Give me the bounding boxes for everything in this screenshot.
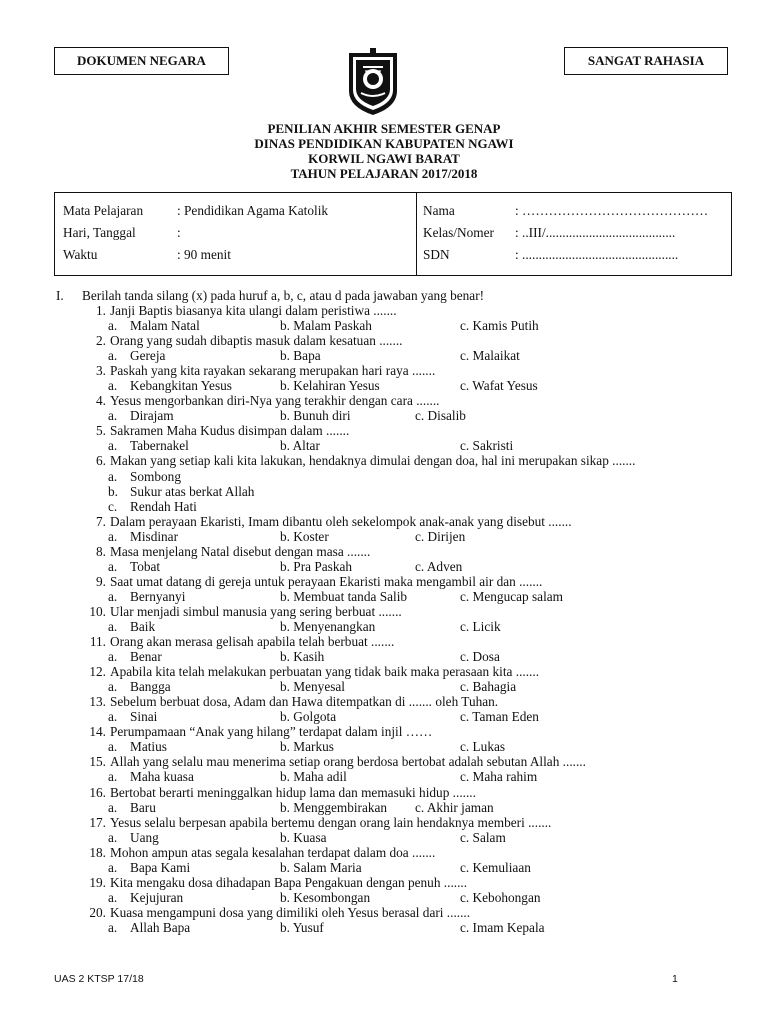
exam-title-block (0, 121, 768, 181)
answer-option-a[interactable] (108, 890, 183, 905)
question-text: Sakramen Maha Kudus disimpan dalam ....... (110, 423, 350, 439)
option-letter: a. (108, 318, 118, 334)
answer-option[interactable] (108, 484, 254, 499)
option-row (80, 499, 730, 514)
question-text: Yesus selalu berpesan apabila bertemu dengan orang lain hendaknya memberi ....... (110, 814, 552, 830)
option-row (80, 920, 730, 935)
question-number: 16. (89, 784, 106, 800)
option-text: Bapa Kami (130, 859, 191, 875)
question-row (80, 303, 730, 318)
option-row (80, 559, 730, 574)
option-text: Malam Natal (130, 318, 200, 334)
answer-option-a[interactable] (108, 800, 156, 815)
question-number: 9. (96, 573, 106, 589)
exam-title-line: KORWIL NGAWI BARAT (308, 151, 460, 166)
answer-option-c[interactable]: c. Lukas (460, 739, 506, 755)
option-letter: a. (108, 408, 118, 424)
option-text: Uang (130, 829, 159, 845)
option-letter: a. (108, 709, 118, 725)
option-text: Gereja (130, 348, 166, 364)
option-row (80, 529, 730, 544)
answer-option-a[interactable] (108, 830, 159, 845)
page-number: 1 (672, 973, 678, 985)
section-instruction (56, 288, 484, 304)
answer-option-b[interactable]: b. Kuasa (280, 829, 327, 845)
question-row (80, 724, 730, 739)
answer-option-b[interactable]: b. Altar (280, 438, 320, 454)
question-row (80, 363, 730, 378)
option-text: Kebangkitan Yesus (130, 378, 232, 394)
option-row (80, 348, 730, 363)
answer-option-a[interactable] (108, 920, 190, 935)
answer-option-a[interactable] (108, 378, 232, 393)
question-text: Apabila kita telah melakukan perbuatan yang tidak baik maka perasaan kita ....... (110, 664, 540, 680)
dokumen-negara-label: DOKUMEN NEGARA (77, 53, 206, 68)
question-row (80, 664, 730, 679)
option-letter: a. (108, 468, 118, 484)
option-text: Maha kuasa (130, 769, 194, 785)
question-row (80, 754, 730, 769)
answer-option-c[interactable]: c. Kamis Putih (460, 318, 539, 334)
question-text: Kita mengaku dosa dihadapan Bapa Pengakuan dengan penuh ....... (110, 874, 468, 890)
answer-option-c[interactable]: c. Licik (460, 618, 501, 634)
option-text: Baik (130, 618, 156, 634)
option-text: Tabernakel (130, 438, 189, 454)
question-number: 18. (89, 844, 106, 860)
regency-emblem-icon (345, 47, 401, 117)
answer-option-a[interactable] (108, 860, 190, 875)
question-text: Janji Baptis biasanya kita ulangi dalam peristiwa ....... (110, 303, 397, 318)
option-text: Tobat (130, 558, 161, 574)
question-number: 17. (89, 814, 106, 830)
question-number: 8. (96, 543, 106, 559)
option-text: Sombong (130, 468, 181, 484)
option-row (80, 739, 730, 754)
question-text: Dalam perayaan Ekaristi, Imam dibantu oleh sekelompok anak-anak yang disebut ....... (110, 513, 572, 529)
answer-option-c[interactable]: c. Bahagia (460, 679, 517, 695)
question-number: 19. (89, 874, 106, 890)
question-text: Masa menjelang Natal disebut dengan masa ....... (110, 543, 371, 559)
question-number: 7. (96, 513, 106, 529)
answer-option-a[interactable] (108, 709, 157, 724)
question-text: Allah yang selalu mau menerima setiap orang berdosa bertobat adalah sebutan Allah ....... (110, 754, 586, 770)
option-text: Sinai (130, 709, 158, 725)
answer-option-a[interactable] (108, 679, 171, 694)
answer-option-b[interactable]: b. Menyenangkan (280, 618, 376, 634)
info-label: Kelas/Nomer (423, 225, 494, 240)
question-text: Sebelum berbuat dosa, Adam dan Hawa ditempatkan di ....... oleh Tuhan. (110, 694, 499, 710)
question-text: Ular menjadi simbul manusia yang sering berbuat ....... (110, 603, 402, 619)
answer-option-b[interactable]: b. Menyesal (280, 679, 345, 695)
question-text: Bertobat berarti meninggalkan hidup lama dan memasuki hidup ....... (110, 784, 476, 800)
question-row (80, 514, 730, 529)
option-row (80, 769, 730, 784)
option-text: Dirajam (130, 408, 174, 424)
option-text: Kejujuran (130, 889, 184, 905)
question-row (80, 634, 730, 649)
option-letter: a. (108, 889, 118, 905)
option-text: Baru (130, 799, 156, 815)
answer-option-a[interactable] (108, 348, 165, 363)
answer-option-a[interactable] (108, 318, 200, 333)
question-text: Perumpamaan “Anak yang hilang” terdapat dalam injil …… (110, 724, 433, 740)
answer-option-b[interactable]: b. Menggembirakan (280, 799, 388, 815)
option-row (80, 318, 730, 333)
answer-option-c[interactable]: c. Mengucap salam (460, 588, 564, 604)
dokumen-negara-box (54, 47, 229, 75)
name-field[interactable]: : …………………………………… (515, 203, 709, 218)
answer-option-b[interactable]: b. Maha adil (280, 769, 347, 785)
answer-option-a[interactable] (108, 438, 189, 453)
option-row (80, 484, 730, 499)
option-letter: a. (108, 679, 118, 695)
question-text: Orang yang sudah dibaptis masuk dalam kesatuan ....... (110, 333, 403, 349)
question-number: 11. (89, 634, 106, 650)
sangat-rahasia-label: SANGAT RAHASIA (587, 53, 705, 68)
option-row (80, 469, 730, 484)
question-row (80, 453, 730, 468)
answer-option-c[interactable]: c. Akhir jaman (415, 799, 494, 815)
question-text: Mohon ampun atas segala kesalahan terdapat dalam doa ....... (110, 844, 436, 860)
option-letter: a. (108, 769, 118, 785)
question-number: 1. (96, 303, 106, 318)
question-row (80, 574, 730, 589)
answer-option-a[interactable] (108, 739, 167, 754)
answer-option-b[interactable]: b. Bapa (280, 348, 321, 364)
info-label: Nama (423, 203, 455, 218)
answer-option-a[interactable] (108, 649, 162, 664)
class-number-field[interactable]: : ..III/....................................... (515, 225, 676, 240)
option-row (80, 890, 730, 905)
option-text: Sukur atas berkat Allah (130, 483, 255, 499)
answer-option-b[interactable]: b. Bunuh diri (280, 408, 351, 424)
exam-title-line: TAHUN PELAJARAN 2017/2018 (290, 166, 478, 181)
info-label: Hari, Tanggal (63, 225, 136, 240)
answer-option-b[interactable]: b. Koster (280, 528, 329, 544)
answer-option-b[interactable]: b. Golgota (280, 709, 337, 725)
info-value: : (177, 225, 181, 240)
question-row (80, 785, 730, 800)
option-text: Bernyanyi (130, 588, 186, 604)
question-row (80, 393, 730, 408)
option-letter: a. (108, 919, 118, 935)
question-row (80, 905, 730, 920)
student-info-box (54, 192, 732, 276)
option-letter: a. (108, 348, 118, 364)
answer-option-a[interactable] (108, 529, 178, 544)
question-number: 20. (89, 904, 106, 920)
option-row (80, 378, 730, 393)
option-row (80, 679, 730, 694)
option-letter: a. (108, 859, 118, 875)
question-number: 13. (89, 694, 106, 710)
answer-option-a[interactable] (108, 589, 185, 604)
answer-option-b[interactable]: b. Kasih (280, 649, 325, 665)
answer-option-b[interactable]: b. Membuat tanda Salib (280, 588, 408, 604)
answer-option-b[interactable]: b. Pra Paskah (280, 558, 353, 574)
sangat-rahasia-box (564, 47, 728, 75)
answer-option-c[interactable]: c. Disalib (415, 408, 466, 424)
question-row (80, 875, 730, 890)
option-text: Misdinar (130, 528, 179, 544)
option-row (80, 800, 730, 815)
option-letter: b. (108, 483, 118, 499)
question-text: Paskah yang kita rayakan sekarang merupakan hari raya ....... (110, 363, 436, 379)
question-text: Yesus mengorbankan diri-Nya yang terakhir dengan cara ....... (110, 393, 440, 409)
info-label: Mata Pelajaran (63, 203, 144, 218)
option-row (80, 830, 730, 845)
answer-option-b[interactable]: b. Kesombongan (280, 889, 371, 905)
question-text: Makan yang setiap kali kita lakukan, hendaknya dimulai dengan doa, hal ini merupakan sikap ....... (110, 453, 636, 469)
exam-title-line: PENILIAN AKHIR SEMESTER GENAP (267, 121, 501, 136)
question-number: 15. (89, 754, 106, 770)
question-row (80, 333, 730, 348)
question-list (80, 303, 730, 935)
answer-option-b[interactable]: b. Kelahiran Yesus (280, 378, 380, 394)
option-letter: a. (108, 588, 118, 604)
option-letter: c. (108, 498, 118, 514)
answer-option-b[interactable]: b. Salam Maria (280, 859, 362, 875)
question-number: 3. (96, 363, 106, 379)
option-row (80, 438, 730, 453)
option-row (80, 709, 730, 724)
option-row (80, 408, 730, 423)
info-label: Waktu (63, 247, 98, 262)
question-number: 5. (96, 423, 106, 439)
answer-option[interactable] (108, 499, 197, 514)
answer-option-c[interactable]: c. Imam Kepala (460, 919, 545, 935)
answer-option[interactable] (108, 469, 181, 484)
footer-code: UAS 2 KTSP 17/18 (54, 973, 144, 985)
option-row (80, 860, 730, 875)
answer-option-c[interactable]: c. Maha rahim (460, 769, 538, 785)
answer-option-c[interactable]: c. Sakristi (460, 438, 514, 454)
question-number: 12. (89, 664, 106, 680)
answer-option-a[interactable] (108, 619, 155, 634)
question-number: 10. (89, 603, 106, 619)
answer-option-c[interactable]: c. Wafat Yesus (460, 378, 538, 394)
question-row (80, 845, 730, 860)
answer-option-c[interactable]: c. Kebohongan (460, 889, 541, 905)
option-text: Rendah Hati (130, 498, 197, 514)
question-text: Saat umat datang di gereja untuk perayaan Ekaristi maka mengambil air dan ....... (110, 573, 543, 589)
question-text: Orang akan merasa gelisah apabila telah berbuat ....... (110, 634, 395, 650)
answer-option-c[interactable]: c. Salam (460, 829, 506, 845)
question-row (80, 423, 730, 438)
question-row (80, 604, 730, 619)
answer-option-c[interactable]: c. Dosa (460, 649, 500, 665)
answer-option-b[interactable]: b. Malam Paskah (280, 318, 372, 334)
option-letter: a. (108, 799, 118, 815)
answer-option-a[interactable] (108, 769, 194, 784)
question-row (80, 544, 730, 559)
option-text: Bangga (130, 679, 171, 695)
option-letter: a. (108, 618, 118, 634)
answer-option-a[interactable] (108, 408, 174, 423)
question-number: 14. (89, 724, 106, 740)
info-value: : 90 menit (177, 247, 231, 262)
info-value: : Pendidikan Agama Katolik (177, 203, 329, 218)
info-divider (416, 193, 417, 275)
answer-option-c[interactable]: c. Adven (415, 558, 463, 574)
exam-title-line: DINAS PENDIDIKAN KABUPATEN NGAWI (254, 136, 514, 151)
school-field[interactable]: : ............................................... (515, 247, 679, 262)
question-row (80, 694, 730, 709)
option-row (80, 649, 730, 664)
option-letter: a. (108, 649, 118, 665)
option-letter: a. (108, 558, 118, 574)
question-number: 4. (96, 393, 106, 409)
option-row (80, 619, 730, 634)
option-letter: a. (108, 378, 118, 394)
option-text: Allah Bapa (130, 919, 191, 935)
answer-option-c[interactable]: c. Taman Eden (460, 709, 539, 725)
option-row (80, 589, 730, 604)
question-number: 2. (96, 333, 106, 349)
question-number: 6. (96, 453, 106, 469)
answer-option-a[interactable] (108, 559, 160, 574)
option-text: Benar (130, 649, 162, 665)
option-text: Matius (130, 739, 167, 755)
question-row (80, 815, 730, 830)
answer-option-b[interactable]: b. Yusuf (280, 919, 324, 935)
answer-option-c[interactable]: c. Dirijen (415, 528, 466, 544)
instruction-text: Berilah tanda silang (x) pada huruf a, b, c, atau d pada jawaban yang benar! (82, 288, 485, 303)
option-letter: a. (108, 739, 118, 755)
section-number: I. (56, 288, 64, 303)
answer-option-c[interactable]: c. Kemuliaan (460, 859, 531, 875)
question-text: Kuasa mengampuni dosa yang dimiliki oleh Yesus berasal dari ....... (110, 904, 471, 920)
answer-option-c[interactable]: c. Malaikat (460, 348, 520, 364)
option-letter: a. (108, 438, 118, 454)
info-label: SDN (423, 247, 450, 262)
option-letter: a. (108, 528, 118, 544)
option-letter: a. (108, 829, 118, 845)
answer-option-b[interactable]: b. Markus (280, 739, 334, 755)
